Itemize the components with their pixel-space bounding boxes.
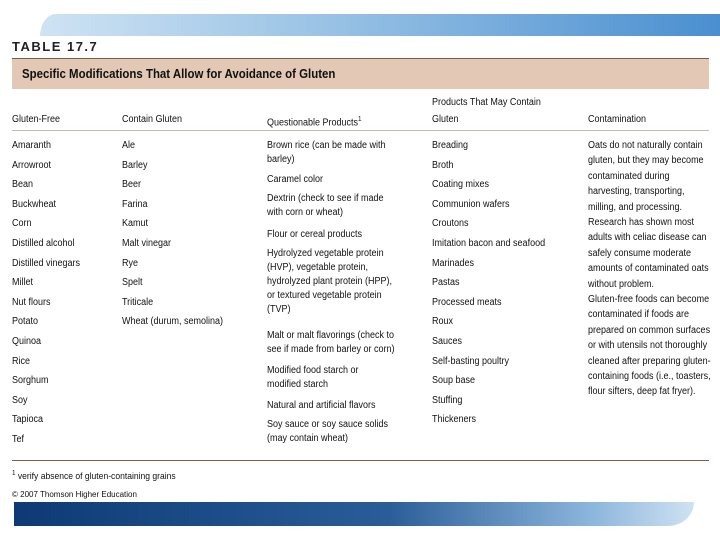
may-contain-gluten-item: Croutons <box>432 218 469 230</box>
contamination-text-line: amounts of contaminated oats <box>588 263 709 275</box>
contain-gluten-item: Beer <box>122 179 142 191</box>
footnote-text: verify absence of gluten-containing grains <box>17 471 176 483</box>
questionable-product-line: Hydrolyzed vegetable protein <box>267 248 384 259</box>
header-contain-gluten: Contain Gluten <box>122 114 183 125</box>
contain-gluten-item: Triticale <box>122 296 154 308</box>
may-contain-gluten-item: Soup base <box>432 375 476 387</box>
questionable-product-line: Caramel color <box>267 174 324 185</box>
may-contain-gluten-item: Breading <box>432 140 469 151</box>
top-decorative-bar <box>40 14 720 36</box>
questionable-product-line: Natural and artificial flavors <box>267 400 376 411</box>
gluten-free-item: Arrowroot <box>12 159 52 171</box>
may-contain-gluten-item: Self-basting poultry <box>432 355 510 367</box>
gluten-free-item: Tapioca <box>12 414 44 426</box>
contamination-text-line: containing foods (i.e., toasters, <box>588 371 711 382</box>
table-caption-band <box>12 58 709 89</box>
contamination-text-line: Oats do not naturally contain <box>588 140 703 151</box>
contamination-text-line: Gluten-free foods can become <box>588 294 710 305</box>
contamination-text-line: contaminated if foods are <box>588 309 690 321</box>
gluten-free-item: Bean <box>12 179 34 191</box>
contamination-text-line: harvesting, transporting, <box>588 186 685 198</box>
contain-gluten-item: Wheat (durum, semolina) <box>122 316 224 328</box>
gluten-free-item: Buckwheat <box>12 198 57 210</box>
gluten-free-item: Nut flours <box>12 296 51 308</box>
contain-gluten-item: Spelt <box>122 277 143 289</box>
contamination-text-line: adults with celiac disease can <box>588 232 707 244</box>
questionable-product-line: (HVP), vegetable protein, <box>267 262 369 273</box>
contain-gluten-item: Kamut <box>122 218 149 230</box>
header-questionable <box>267 114 362 129</box>
header-may-contain-line2: Gluten <box>432 114 459 125</box>
contamination-text-line: contaminated during <box>588 170 670 182</box>
header-contamination: Contamination <box>588 114 647 125</box>
header-gluten-free: Gluten-Free <box>12 114 61 125</box>
questionable-product-line: or textured vegetable protein <box>267 290 382 301</box>
questionable-product-line: Flour or cereal products <box>267 229 363 240</box>
questionable-product-line: with corn or wheat) <box>267 207 344 218</box>
may-contain-gluten-item: Sauces <box>432 336 463 347</box>
contamination-text-line: gluten, but they may become <box>588 155 704 167</box>
contamination-text-line: Research has shown most <box>588 217 695 228</box>
table-caption: Specific Modifications That Allow for Avoidance of Gluten <box>22 66 336 81</box>
gluten-free-item: Millet <box>12 277 34 289</box>
gluten-free-item: Amaranth <box>12 140 52 151</box>
contain-gluten-item: Farina <box>122 198 148 210</box>
table-number: TABLE 17.7 <box>12 39 99 54</box>
gluten-free-item: Soy <box>12 394 28 406</box>
may-contain-gluten-item: Roux <box>432 316 454 328</box>
questionable-product-line: Soy sauce or soy sauce solids <box>267 419 389 430</box>
contamination-text-line: prepared on common surfaces <box>588 324 711 336</box>
may-contain-gluten-item: Processed meats <box>432 296 502 308</box>
header-questionable-label: Questionable Products <box>267 117 359 129</box>
header-questionable-footnote-mark: 1 <box>358 116 362 123</box>
contamination-text-line: milling, and processing. <box>588 201 683 213</box>
bottom-decorative-bar <box>14 502 694 526</box>
contain-gluten-item: Ale <box>122 140 136 151</box>
may-contain-gluten-item: Coating mixes <box>432 179 490 191</box>
questionable-product-line: barley) <box>267 154 295 165</box>
gluten-free-item: Tef <box>12 434 25 445</box>
header-may-contain-line1: Products That May Contain <box>432 97 541 108</box>
gluten-free-item: Sorghum <box>12 375 49 387</box>
contamination-text-line: safely consume moderate <box>588 247 692 259</box>
questionable-product-line: Malt or malt flavorings (check to <box>267 330 395 341</box>
may-contain-gluten-item: Marinades <box>432 257 475 269</box>
gluten-free-item: Distilled alcohol <box>12 238 75 249</box>
may-contain-gluten-item: Broth <box>432 159 454 171</box>
questionable-product-line: Modified food starch or <box>267 365 359 376</box>
contain-gluten-item: Rye <box>122 257 139 269</box>
contain-gluten-item: Barley <box>122 159 148 171</box>
may-contain-gluten-item: Pastas <box>432 277 460 289</box>
questionable-product-line: hydrolyzed plant protein (HPP), <box>267 276 393 287</box>
gluten-free-item: Distilled vinegars <box>12 257 81 269</box>
header-divider <box>12 130 709 131</box>
footnote-mark: 1 <box>12 470 16 477</box>
questionable-product-line: see if made from barley or corn) <box>267 344 395 355</box>
gluten-free-item: Rice <box>12 355 31 367</box>
contamination-text-line: without problem. <box>588 278 655 290</box>
questionable-product-line: modified starch <box>267 379 329 390</box>
questionable-product-line: Dextrin (check to see if made <box>267 193 384 204</box>
contamination-text-line: cleaned after preparing gluten- <box>588 355 711 367</box>
contain-gluten-item: Malt vinegar <box>122 238 172 249</box>
contamination-text-line: or with utensils not thoroughly <box>588 340 708 352</box>
may-contain-gluten-item: Imitation bacon and seafood <box>432 238 546 249</box>
gluten-free-item: Potato <box>12 316 39 328</box>
questionable-product-line: (may contain wheat) <box>267 433 349 444</box>
contamination-text-line: flour sifters, deep fat fryer). <box>588 386 696 398</box>
copyright-notice: © 2007 Thomson Higher Education <box>12 490 137 499</box>
table-bottom-rule <box>12 460 709 461</box>
gluten-free-item: Corn <box>12 218 32 230</box>
gluten-free-item: Quinoa <box>12 336 42 347</box>
may-contain-gluten-item: Stuffing <box>432 394 463 406</box>
may-contain-gluten-item: Communion wafers <box>432 198 510 210</box>
may-contain-gluten-item: Thickeners <box>432 414 477 426</box>
questionable-product-line: (TVP) <box>267 304 291 315</box>
footnote <box>12 470 176 482</box>
questionable-product-line: Brown rice (can be made with <box>267 140 386 151</box>
